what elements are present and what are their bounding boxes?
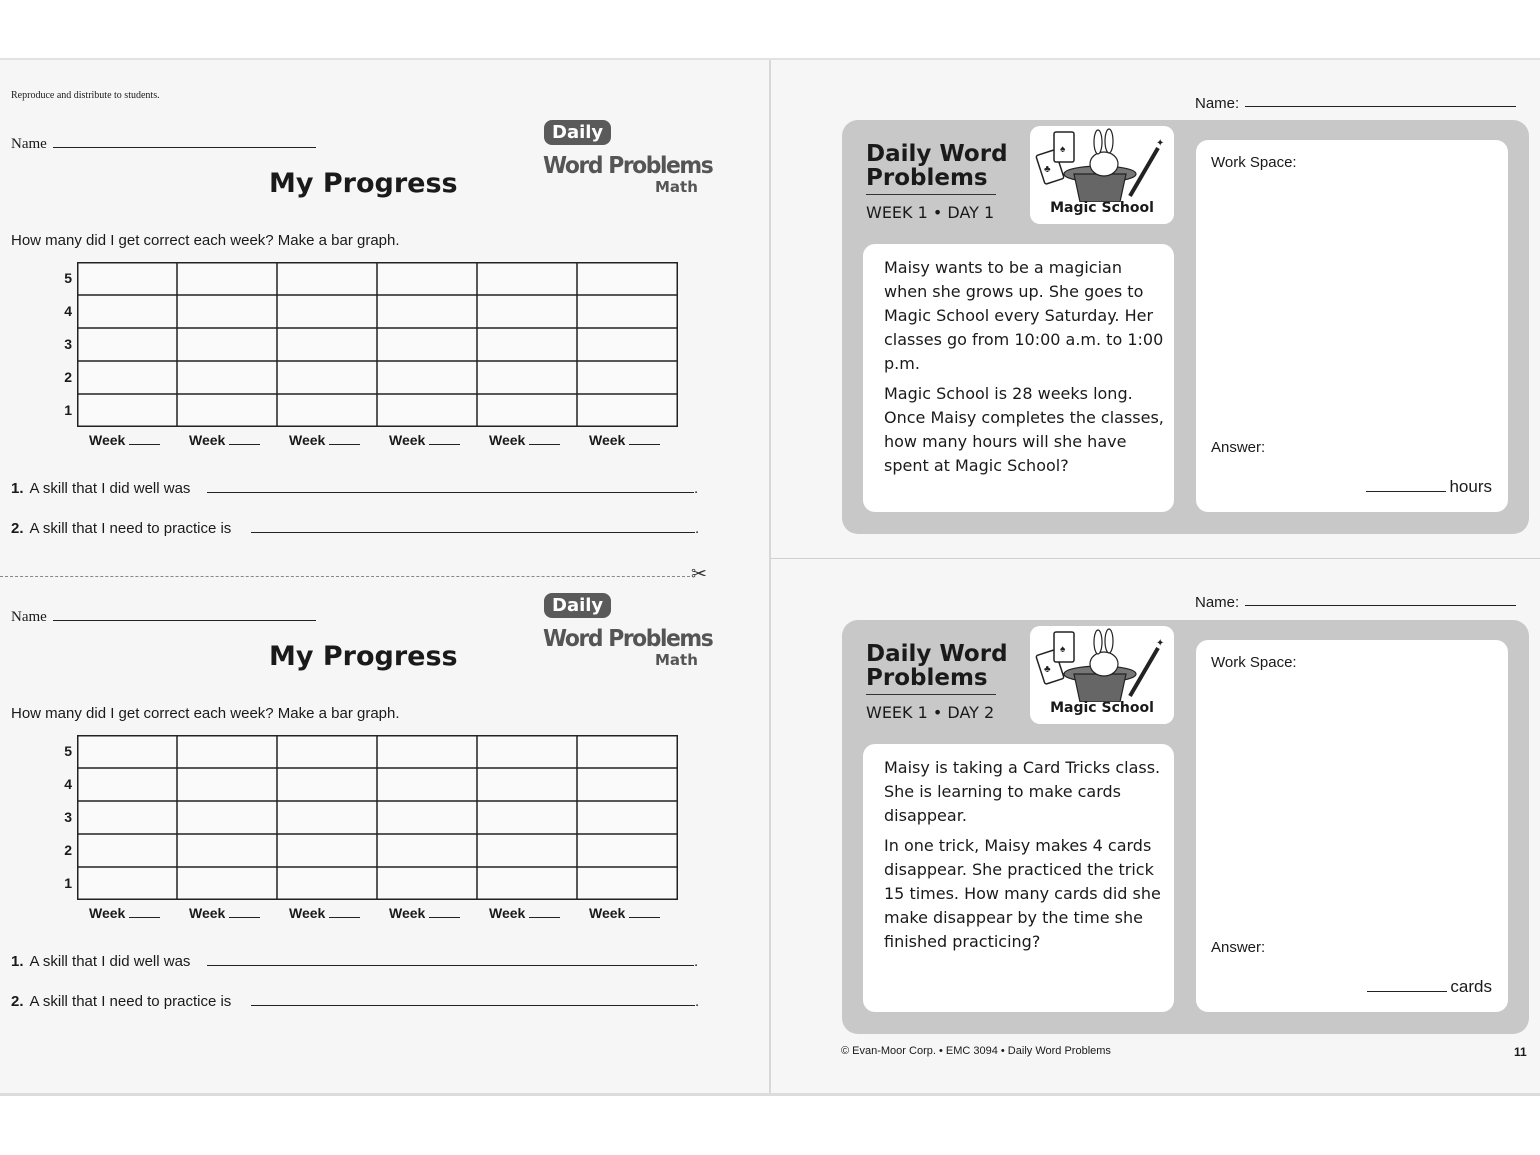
svg-text:♠: ♠: [1060, 644, 1066, 655]
answer-label: Answer:: [1211, 939, 1266, 956]
skill-prompt-2: 2. A skill that I need to practice is: [11, 520, 232, 537]
name-label: Name:: [1195, 95, 1240, 112]
week-number-blank[interactable]: [229, 917, 260, 918]
week-number-blank[interactable]: [629, 917, 660, 918]
problem-paragraph-2: In one trick, Maisy makes 4 cards disappear. She practiced the trick 15 times. How many cards did she make disappear by the time she finished practicing?: [884, 836, 1161, 951]
svg-text:♣: ♣: [1044, 664, 1051, 675]
y-label: 1: [64, 402, 72, 418]
logo-math: Math: [655, 651, 698, 669]
bar-graph-grid[interactable]: [77, 262, 678, 427]
y-label: 4: [64, 776, 72, 792]
name-label: Name: [11, 609, 47, 625]
work-space-box[interactable]: [1196, 640, 1508, 1012]
week-number-blank[interactable]: [429, 444, 460, 445]
graph-question: How many did I get correct each week? Make a bar graph.: [11, 705, 400, 722]
bar-graph-grid[interactable]: [77, 735, 678, 900]
week-number-blank[interactable]: [529, 917, 560, 918]
week-label: Week: [389, 905, 460, 921]
work-space-label: Work Space:: [1211, 154, 1297, 171]
skill-prompt-1: 1. A skill that I did well was: [11, 953, 191, 970]
y-label: 3: [64, 336, 72, 352]
week-day-label: WEEK 1 • DAY 2: [866, 703, 995, 722]
svg-text:✦: ✦: [1156, 138, 1165, 149]
logo-daily: Daily: [544, 593, 611, 618]
svg-text:♣: ♣: [1044, 164, 1051, 175]
week-label: Week: [589, 432, 660, 448]
progress-section-1: Name My Progress Daily Word Problems Math How many did I get correct each week? Make a bar graph. 5 4 3 2 1 Week Week Week Week Week Week 1. A skill that I did well was . 2. A skill that I need to practice is .: [11, 122, 713, 537]
reproduce-note: Reproduce and distribute to students.: [11, 90, 160, 101]
logo-word-problems: Word Problems: [543, 626, 713, 652]
scissors-icon: ✂: [691, 564, 707, 585]
page-title: My Progress: [269, 168, 458, 199]
week-label: Week: [289, 432, 360, 448]
daily-word-problems-logo: [543, 120, 713, 200]
problem-paragraph-1: Maisy is taking a Card Tricks class. She is learning to make cards disappear.: [884, 758, 1161, 825]
week-label: Week: [389, 432, 460, 448]
week-number-blank[interactable]: [129, 917, 160, 918]
answer-field[interactable]: hours: [1366, 477, 1492, 497]
copyright-footer: © Evan-Moor Corp. • EMC 3094 • Daily Word Problems: [841, 1045, 1111, 1057]
week-number-blank[interactable]: [229, 444, 260, 445]
week-label: Week: [189, 432, 260, 448]
page-bottom-edge: [0, 1093, 1540, 1096]
week-label: Week: [489, 432, 560, 448]
problem-paragraph-1: Maisy wants to be a magician when she grows up. She goes to Magic School every Saturday. Her classes go from 10:00 a.m. to 1:00 p.m.: [884, 258, 1164, 373]
page-number: 11: [1514, 1045, 1527, 1059]
grid-lines: [77, 262, 678, 427]
logo-word-problems: Word Problems: [543, 153, 713, 179]
name-field[interactable]: [53, 147, 316, 148]
y-label: 2: [64, 369, 72, 385]
week-label: Week: [189, 905, 260, 921]
skill-prompt-1: 1. A skill that I did well was: [11, 480, 191, 497]
answer-label: Answer:: [1211, 439, 1266, 456]
magic-hat-rabbit-icon: [1030, 626, 1174, 702]
week-number-blank[interactable]: [629, 444, 660, 445]
card-heading: Daily Word Problems: [866, 641, 1008, 691]
week-number-blank[interactable]: [329, 444, 360, 445]
week-label: Week: [89, 905, 160, 921]
heading-rule: [866, 194, 996, 195]
week-number-blank[interactable]: [129, 444, 160, 445]
name-field[interactable]: [53, 620, 316, 621]
week-number-blank[interactable]: [329, 917, 360, 918]
work-space-label: Work Space:: [1211, 654, 1297, 671]
magic-hat-rabbit-icon: [1030, 126, 1174, 202]
problem-paragraph-2: Magic School is 28 weeks long. Once Maisy completes the classes, how many hours will she have spent at Magic School?: [884, 384, 1164, 475]
page-title: My Progress: [269, 641, 458, 672]
name-label: Name: [11, 136, 47, 152]
week-number-blank[interactable]: [429, 917, 460, 918]
answer-field[interactable]: cards: [1367, 977, 1492, 997]
week-label: Week: [289, 905, 360, 921]
magic-school-badge: [1030, 626, 1174, 724]
week-label: Week: [89, 432, 160, 448]
y-label: 5: [64, 270, 72, 286]
skill-prompt-2: 2. A skill that I need to practice is: [11, 993, 232, 1010]
name-field[interactable]: [1245, 605, 1516, 606]
grid-lines: [77, 735, 678, 900]
svg-text:✦: ✦: [1156, 638, 1165, 649]
y-label: 3: [64, 809, 72, 825]
work-space-box[interactable]: [1196, 140, 1508, 512]
logo-daily: Daily: [544, 120, 611, 145]
name-field[interactable]: [1245, 106, 1516, 107]
svg-text:♠: ♠: [1060, 144, 1066, 155]
heading-rule: [866, 694, 996, 695]
problem-text-box: [863, 244, 1174, 512]
y-label: 1: [64, 875, 72, 891]
magic-school-label: Magic School: [1050, 200, 1154, 216]
page-divider: [771, 558, 1540, 559]
week-day-label: WEEK 1 • DAY 1: [866, 203, 995, 222]
name-label: Name:: [1195, 594, 1240, 611]
y-label: 5: [64, 743, 72, 759]
progress-section-2: Name My Progress Daily Word Problems Math How many did I get correct each week? Make a bar graph. 5 4 3 2 1 Week Week Week Week Week Week 1. A skill that I did well was . 2. A skill that I need to practice is .: [11, 595, 713, 1010]
magic-school-badge: [1030, 126, 1174, 224]
week-label: Week: [489, 905, 560, 921]
week-label: Week: [589, 905, 660, 921]
y-label: 2: [64, 842, 72, 858]
card-heading: Daily Word Problems: [866, 141, 1008, 191]
daily-word-problems-logo: [543, 593, 713, 673]
problem-text-box: [863, 744, 1174, 1012]
word-problem-card-day-1: [842, 120, 1529, 534]
logo-math: Math: [655, 178, 698, 196]
magic-school-label: Magic School: [1050, 700, 1154, 716]
graph-question: How many did I get correct each week? Make a bar graph.: [11, 232, 400, 249]
week-number-blank[interactable]: [529, 444, 560, 445]
y-label: 4: [64, 303, 72, 319]
word-problem-card-day-2: [842, 620, 1529, 1034]
